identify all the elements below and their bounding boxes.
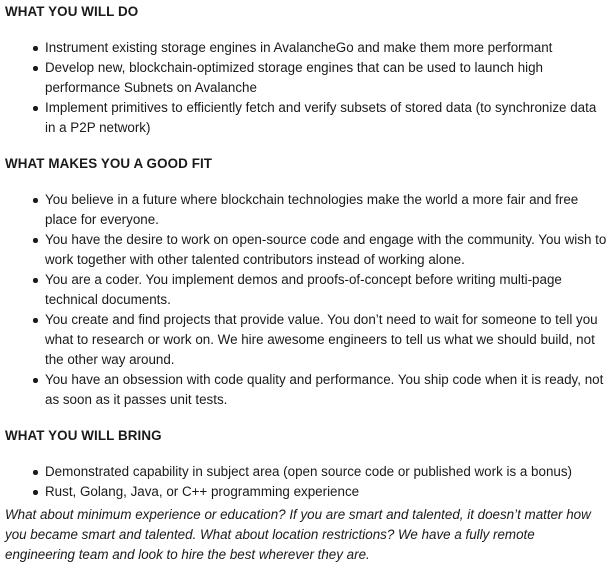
responsibilities-list [5, 38, 611, 138]
list-item: You have the desire to work on open-source code and engage with the community. You wish to work together with other talented contributors instead of working alone. [5, 230, 611, 270]
list-item: Implement primitives to efficiently fetch and verify subsets of stored data (to synchronize data in a P2P network) [5, 98, 611, 138]
list-item: Develop new, blockchain-optimized storage engines that can be used to launch high performance Subnets on Avalanche [5, 58, 611, 98]
list-item: Rust, Golang, Java, or C++ programming experience [5, 482, 611, 502]
good-fit-list [5, 190, 611, 410]
list-item: You have an obsession with code quality and performance. You ship code when it is ready, not as soon as it passes unit tests. [5, 370, 611, 410]
list-item: You are a coder. You implement demos and proofs-of-concept before writing multi-page technical documents. [5, 270, 611, 310]
section-heading-what-you-will-do: WHAT YOU WILL DO [5, 4, 139, 19]
section-heading-good-fit: WHAT MAKES YOU A GOOD FIT [5, 156, 213, 171]
list-item: You believe in a future where blockchain technologies make the world a more fair and free place for everyone. [5, 190, 611, 230]
list-item: Demonstrated capability in subject area (open source code or published work is a bonus) [5, 462, 611, 482]
closing-paragraph: What about minimum experience or education? If you are smart and talented, it doesn’t matter how you became smart and talented. What about location restrictions? We have a fully remote engineering team and look to hire the best wherever they are. [5, 507, 591, 562]
section-heading-what-you-will-bring: WHAT YOU WILL BRING [5, 428, 162, 443]
list-item: Instrument existing storage engines in AvalancheGo and make them more performant [5, 38, 611, 58]
list-item: You create and find projects that provide value. You don’t need to wait for someone to tell you what to research or work on. We hire awesome engineers to tell us what we should build, not the other way around. [5, 310, 611, 370]
requirements-list [5, 462, 611, 502]
